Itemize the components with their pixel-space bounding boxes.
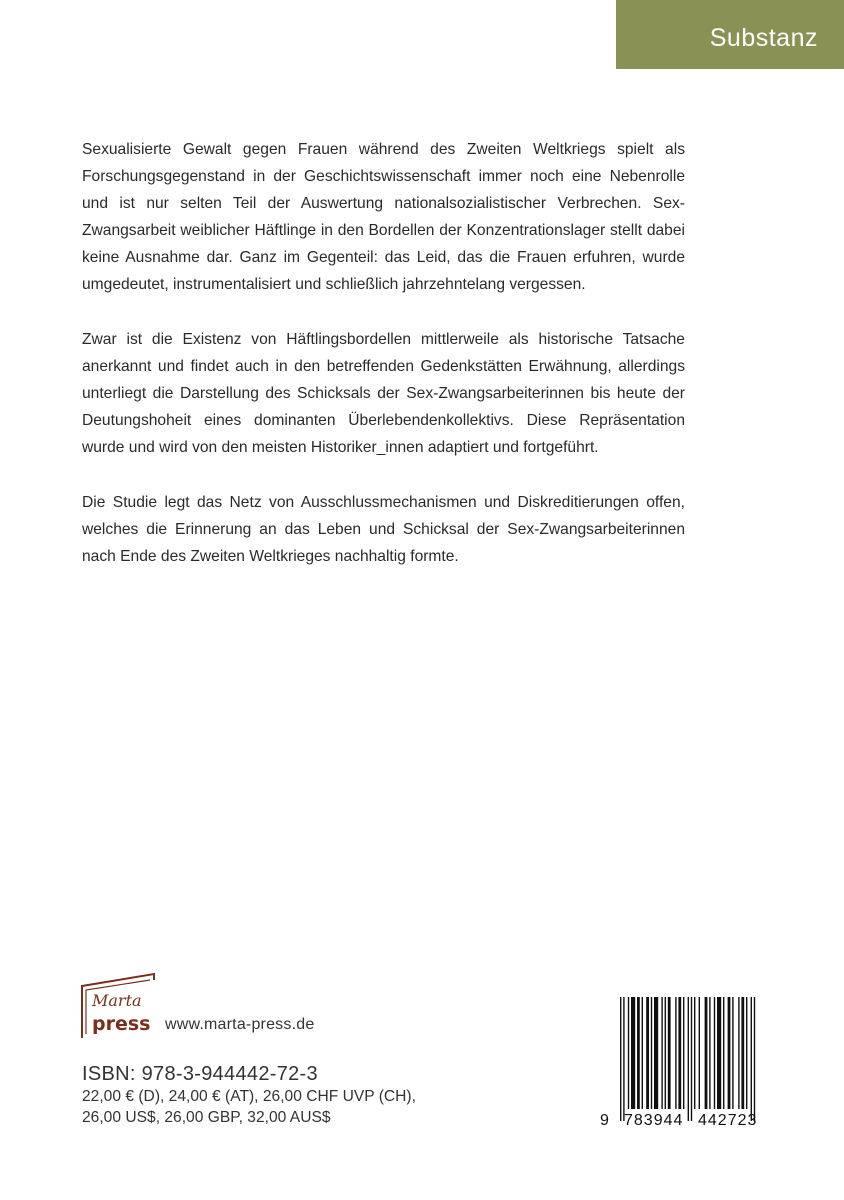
barcode-bar [642, 997, 643, 1109]
barcode-digits-group-1: 783944 [624, 1112, 684, 1129]
barcode-digits-group-2: 442723 [698, 1112, 758, 1129]
barcode-bar [705, 997, 708, 1109]
barcode-bar [691, 997, 692, 1121]
barcode-digit-first: 9 [600, 1112, 609, 1129]
barcode-bar [661, 997, 662, 1109]
barcode-bar [717, 997, 721, 1109]
barcode-bar [738, 997, 739, 1109]
barcode-bar [683, 997, 684, 1109]
publisher-url[interactable]: www.marta-press.de [165, 1016, 315, 1033]
barcode-bar [714, 997, 715, 1109]
isbn: ISBN: 978-3-944442-72-3 [82, 1063, 318, 1085]
barcode-bar [678, 997, 681, 1109]
blurb-paragraph-1: Sexualisierte Gewalt gegen Frauen während des Zweiten Weltkriegs spielt als Forschungsgegenstand in der Geschichtswissenschaft immer noch eine Nebenrolle und ist nur selten Teil der Auswertung nationalsozialistischer Verbrechen. Sex-Zwangsarbeit weiblicher Häftlinge in den Bordellen der Konzentrationslager stellt dabei keine Ausnahme dar. Ganz im Gegenteil: das Leid, das die Frauen erfuhren, wurde umgedeutet, instrumentalisiert und schließlich jahrzehntelang vergessen. [82, 141, 685, 293]
barcode-bar [754, 997, 755, 1121]
barcode-bar [651, 997, 652, 1109]
barcode-bar [751, 997, 752, 1121]
barcode-bar [732, 997, 733, 1109]
barcode-bar [675, 997, 676, 1109]
barcode-bars [620, 997, 755, 1121]
barcode-bar [646, 997, 649, 1109]
barcode-bar [628, 997, 629, 1109]
barcode-bar [688, 997, 689, 1121]
barcode-bar [728, 997, 731, 1109]
logo-text-bottom: press [92, 1013, 151, 1035]
isbn-barcode [600, 995, 782, 1131]
barcode-bar [637, 997, 640, 1109]
blurb-paragraph-3: Die Studie legt das Netz von Ausschlussmechanismen und Diskreditierungen offen, welches die Erinnerung an das Leben und Schicksal der Sex-Zwangsarbeiterinnen nach Ende des Zweiten Weltkrieges nachhaltig formte. [82, 494, 685, 565]
back-cover-blurb [82, 136, 685, 598]
price-line-2: 26,00 US$, 26,00 GBP, 32,00 AUS$ [82, 1109, 331, 1126]
barcode-bar [699, 997, 700, 1109]
series-tab [616, 0, 844, 69]
barcode-bar [694, 997, 695, 1109]
barcode-bar [620, 997, 621, 1121]
barcode-bar [665, 997, 666, 1109]
marta-press-logo [80, 972, 158, 1040]
barcode-bar [746, 997, 747, 1109]
barcode-bar [723, 997, 724, 1109]
barcode-bar [631, 997, 635, 1109]
barcode-bar [709, 997, 710, 1109]
price-line-1: 22,00 € (D), 24,00 € (AT), 26,00 CHF UVP (CH), [82, 1088, 416, 1105]
barcode-bar [668, 997, 671, 1109]
barcode-bar [741, 997, 744, 1109]
barcode-bar [623, 997, 624, 1121]
blurb-paragraph-2: Zwar ist die Existenz von Häftlingsbordellen mittlerweile als historische Tatsache anerkannt und findet auch in den betreffenden Gedenkstätten Erwähnung, allerdings unterliegt die Darstellung des Schicksals der Sex-Zwangsarbeiterinnen bis heute der Deutungshoheit eines dominanten Überlebendenkollektivs. Diese Repräsentation wurde und wird von den meisten Historiker_innen adaptiert und fortgeführt. [82, 331, 685, 456]
barcode-bar [654, 997, 658, 1109]
series-label: Substanz [709, 24, 818, 52]
logo-text-top: Marta [92, 991, 142, 1010]
